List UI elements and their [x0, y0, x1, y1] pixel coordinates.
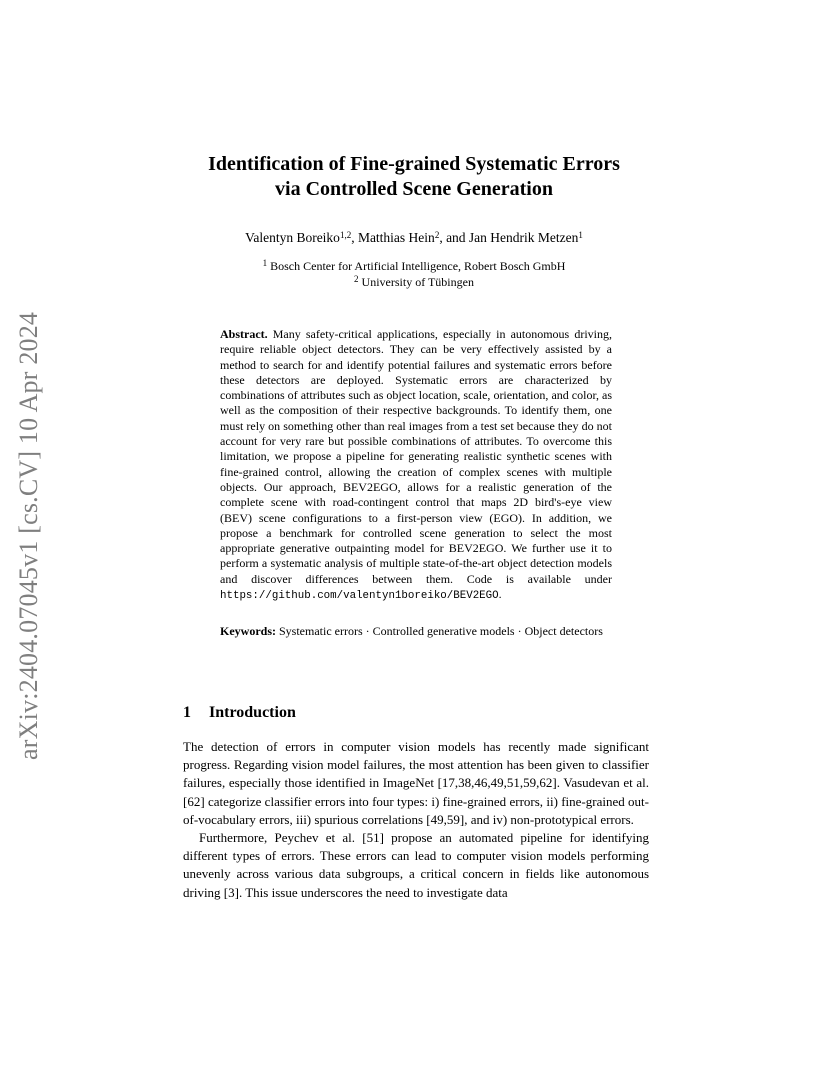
affiliation-1 [150, 258, 678, 274]
arxiv-identifier[interactable]: arXiv:2404.07045v1 [cs.CV] 10 Apr 2024 [14, 311, 43, 760]
author-2: , Matthias Hein [351, 230, 435, 245]
abstract [220, 327, 612, 604]
abstract-end: . [498, 587, 502, 602]
author-2-affil: 2 [434, 230, 440, 240]
section-heading [183, 704, 296, 722]
author-list [150, 229, 678, 247]
author-3: , and Jan Hendrik Metzen [439, 230, 579, 245]
affiliation-1-mark: 1 [262, 258, 268, 268]
author-1: Valentyn Boreiko [245, 230, 340, 245]
keywords [220, 624, 612, 639]
affiliation-2-text: University of Tübingen [361, 275, 474, 289]
author-3-affil: 1 [578, 230, 583, 240]
section-number: 1 [183, 704, 191, 721]
introduction-body [183, 738, 649, 902]
affiliations [150, 258, 678, 290]
affiliation-2 [150, 274, 678, 290]
keywords-text: Systematic errors · Controlled generative models · Object detectors [279, 624, 603, 638]
intro-paragraph-1: The detection of errors in computer vision models has recently made significant progress. Regarding vision model failures, the most attention has been given to classifier failures, especially those identified in ImageNet [17,38,46,49,51,59,62]. Vasudevan et al. [62] categorize classifier errors into four types: i) fine-grained errors, ii) fine-grained out-of-vocabulary errors, iii) spurious correlations [49,59], and iv) non-prototypical errors. [183, 739, 649, 827]
intro-paragraph-2: Furthermore, Peychev et al. [51] propose an automated pipeline for identifying different types of errors. These errors can lead to computer vision models performing unevenly across various data subgroups, a critical concern in fields like autonomous driving [3]. This issue underscores the need to investigate data [183, 830, 649, 900]
abstract-text: Many safety-critical applications, especially in autonomous driving, require reliable object detectors. They can be very effectively assisted by a method to search for and identify potential failures and systematic errors before these detectors are deployed. Systematic errors are characterized by combinations of attributes such as object location, scale, orientation, and color, as well as the composition of their respective backgrounds. To identify them, one must rely on something other than real images from a test set because they do not account for very rare but possible combinations of attributes. To overcome this limitation, we propose a pipeline for generating realistic synthetic scenes with fine-grained control, allowing the creation of complex scenes with multiple objects. Our approach, BEV2EGO, allows for a realistic generation of the complete scene with road-contingent control that maps 2D bird's-eye view (BEV) scene configurations to a first-person view (EGO). In addition, we propose a benchmark for controlled scene generation to select the most appropriate generative outpainting model for BEV2EGO. We further use it to perform a systematic analysis of multiple state-of-the-art object detection models and discover differences between them. Code is available under [220, 327, 612, 586]
abstract-label: Abstract. [220, 327, 268, 341]
affiliation-1-text: Bosch Center for Artificial Intelligence, Robert Bosch GmbH [270, 259, 566, 273]
author-1-affil: 1,2 [339, 230, 352, 240]
title-line-2: via Controlled Scene Generation [275, 178, 553, 200]
paper-title [150, 152, 678, 202]
keywords-label: Keywords: [220, 624, 276, 638]
code-url-link[interactable]: https://github.com/valentyn1boreiko/BEV2EGO [220, 590, 499, 603]
title-line-1: Identification of Fine-grained Systematic Errors [208, 153, 620, 175]
section-title: Introduction [209, 704, 296, 721]
affiliation-2-mark: 2 [354, 274, 359, 284]
